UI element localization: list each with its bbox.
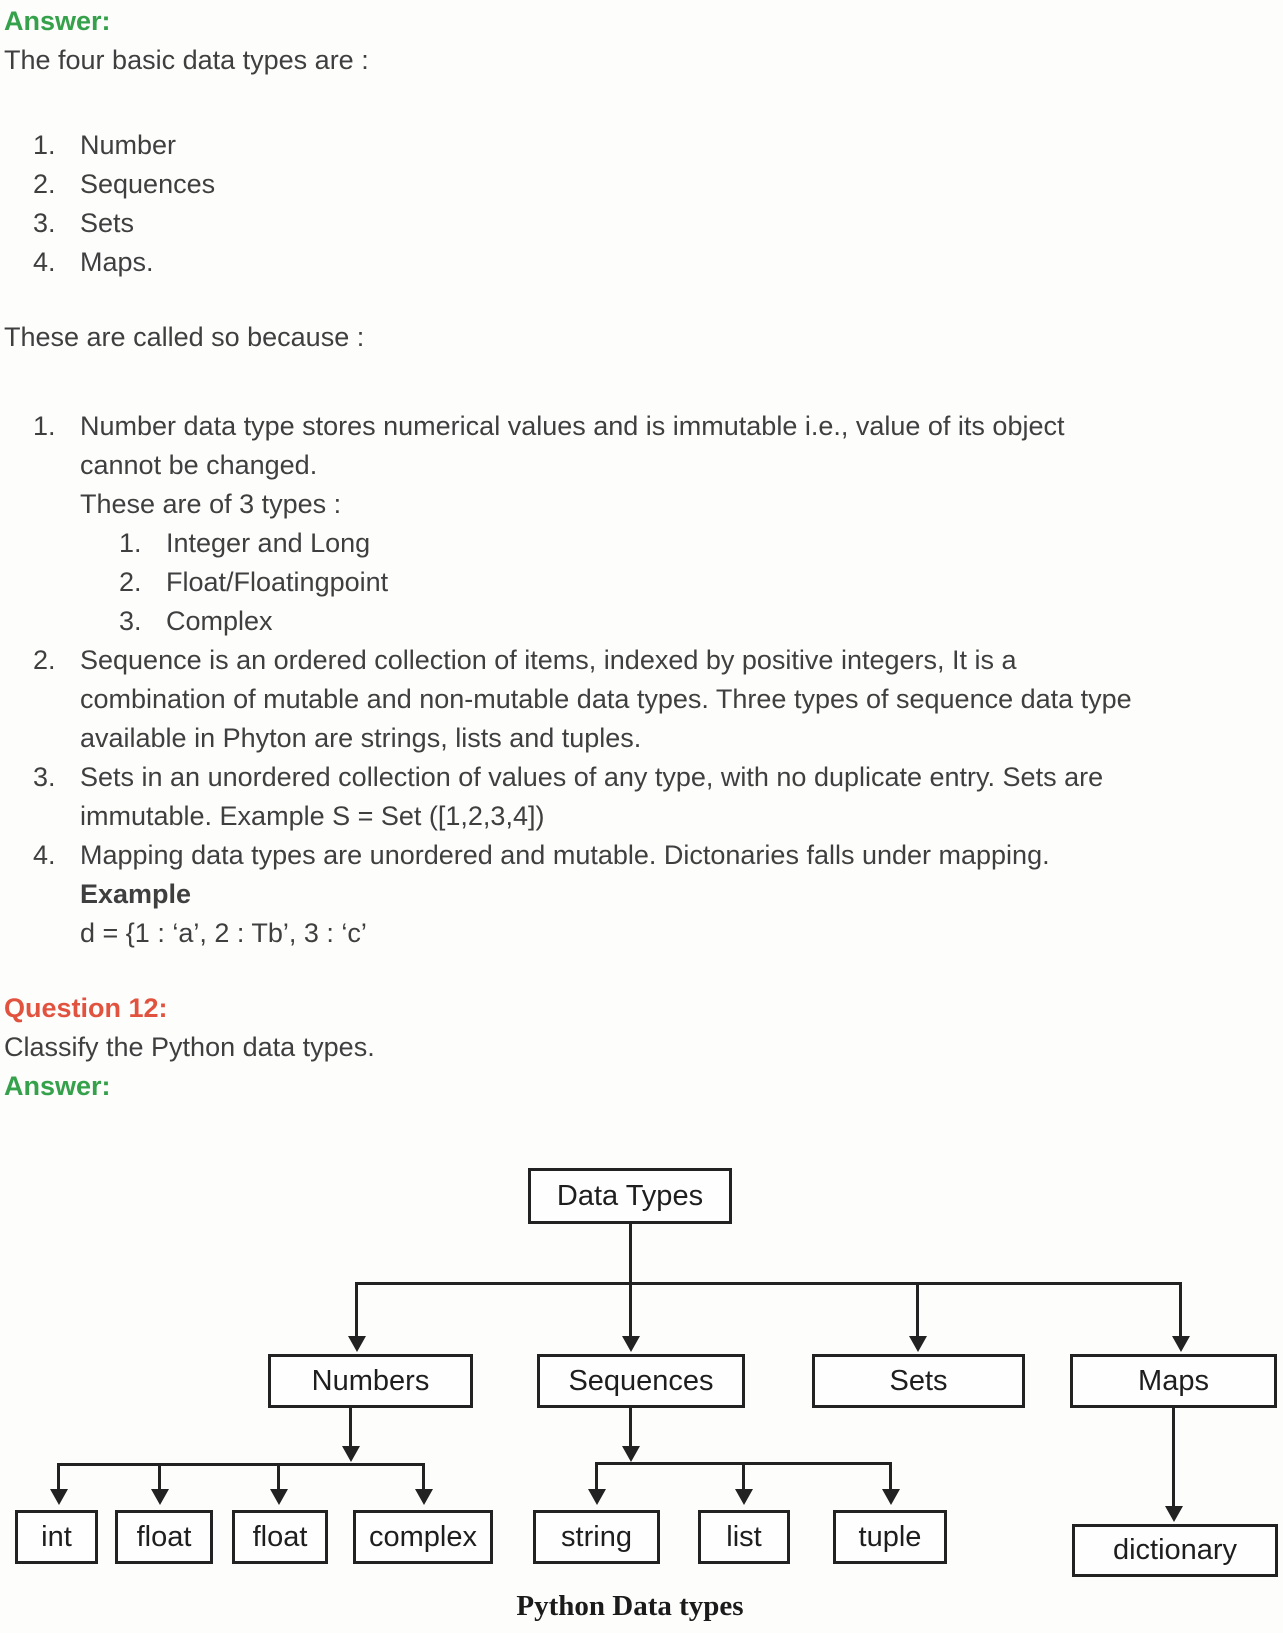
question-section [4,989,1283,1106]
answer-intro: The four basic data types are : [4,45,369,75]
arrow-down-icon [882,1489,900,1505]
node-data-types: Data Types [528,1168,732,1224]
list-item: 4. Mapping data types are unordered and mutable. Dictonaries falls under mapping. Example d = {1 : ‘a’, 2 : Tb’, 3 : ‘c’ [33,836,1283,953]
list-item: 2. Sequence is an ordered collection of items, indexed by positive integers, It is a combination of mutable and non-mutable data types. Three types of sequence data type available in Phyton are strings, lists and tuples. [33,641,1283,758]
reason-line: combination of mutable and non-mutable data types. Three types of sequence data type [80,684,1132,714]
connector-line [355,1282,1182,1285]
arrow-down-icon [735,1489,753,1505]
node-numbers: Numbers [268,1354,473,1408]
arrow-down-icon [50,1489,68,1505]
example-label: Example [80,879,192,909]
connector-line [277,1466,280,1490]
connector-line [889,1465,892,1490]
reasons-list [33,407,1283,953]
basic-types-list [33,126,1283,282]
arrow-down-icon [622,1446,640,1462]
list-item: 2. Float/Floatingpoint [119,567,389,597]
arrow-down-icon [1172,1336,1190,1352]
connector-line [355,1285,358,1337]
connector-line [629,1224,632,1282]
connector-line [57,1463,425,1466]
list-item: 2. Sequences [33,169,216,199]
connector-line [595,1465,598,1490]
connector-line [349,1408,352,1448]
because-intro: These are called so because : [4,322,365,352]
number-subtypes-list [119,524,1283,641]
connector-line [629,1408,632,1448]
connector-line [158,1466,161,1490]
arrow-down-icon [270,1489,288,1505]
arrow-down-icon [622,1336,640,1352]
reason-line: Mapping data types are unordered and mutable. Dictonaries falls under mapping. [80,840,1050,870]
list-item: 4. Maps. [33,247,154,277]
node-maps: Maps [1070,1354,1277,1408]
reason-line: available in Phyton are strings, lists and tuples. [80,723,642,753]
connector-line [57,1466,60,1490]
reason-line: cannot be changed. [80,450,318,480]
list-item: 3. Sets [33,208,135,238]
node-list: list [698,1510,790,1564]
arrow-down-icon [1165,1506,1183,1522]
node-sequences: Sequences [537,1354,745,1408]
reason-line: Sets in an unordered collection of values of any type, with no duplicate entry. Sets are [80,762,1104,792]
answer-heading: Answer: [4,6,111,36]
diagram-caption: Python Data types [516,1590,744,1622]
answer-heading: Answer: [4,1071,111,1101]
connector-line [422,1466,425,1490]
connector-line [916,1285,919,1337]
arrow-down-icon [342,1446,360,1462]
question-heading: Question 12: [4,993,168,1023]
list-item: 3. Sets in an unordered collection of values of any type, with no duplicate entry. Sets are immutable. Example S = Set ([1,2,3,4]) [33,758,1283,836]
arrow-down-icon [588,1489,606,1505]
example-code: d = {1 : ‘a’, 2 : Tb’, 3 : ‘c’ [80,918,367,948]
reason-line: These are of 3 types : [80,489,342,519]
connector-line [742,1465,745,1490]
node-complex: complex [353,1510,493,1564]
connector-line [1179,1285,1182,1337]
connector-line [629,1285,632,1337]
node-string: string [533,1510,660,1564]
question-text: Classify the Python data types. [4,1032,375,1062]
connector-line [1172,1408,1175,1508]
list-item: 1. Number data type stores numerical values and is immutable i.e., value of its object cannot be changed. These are of 3 types : 1. Integer and Long 2. Float/Floatingpoint 3. Complex [33,407,1283,641]
node-float-2: float [232,1510,328,1564]
node-sets: Sets [812,1354,1025,1408]
reason-line: immutable. Example S = Set ([1,2,3,4]) [80,801,545,831]
list-item: 3. Complex [119,606,273,636]
arrow-down-icon [348,1336,366,1352]
arrow-down-icon [151,1489,169,1505]
node-float-1: float [115,1510,213,1564]
node-tuple: tuple [833,1510,947,1564]
arrow-down-icon [909,1336,927,1352]
reason-line: Sequence is an ordered collection of items, indexed by positive integers, It is a [80,645,1017,675]
list-item: 1. Integer and Long [119,528,371,558]
list-item: 1. Number [33,130,177,160]
node-dictionary: dictionary [1072,1524,1278,1577]
reason-line: Number data type stores numerical values and is immutable i.e., value of its object [80,411,1065,441]
python-data-types-diagram [0,1106,1283,1633]
node-int: int [15,1510,98,1564]
arrow-down-icon [415,1489,433,1505]
